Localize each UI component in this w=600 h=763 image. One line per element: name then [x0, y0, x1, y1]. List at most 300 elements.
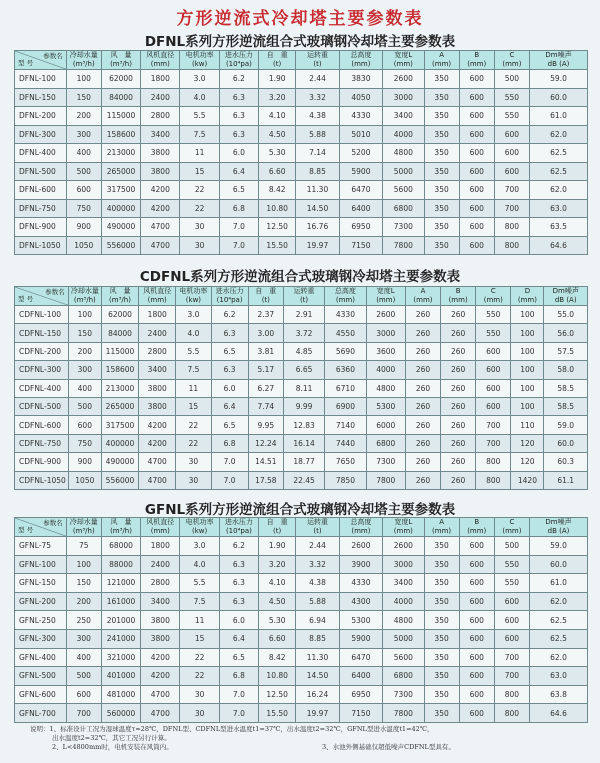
value-cell: 201000 [101, 611, 140, 630]
table-row [15, 416, 588, 434]
table-row [15, 306, 588, 324]
value-cell: 550 [494, 107, 529, 126]
header-top-label: 宽度L [376, 287, 395, 295]
model-cell: CDFNL-750 [15, 434, 69, 452]
value-cell: 6710 [325, 379, 366, 397]
value-cell: 550 [476, 324, 511, 342]
table-row [15, 648, 588, 667]
cdfnl-spec-table [14, 286, 588, 490]
column-header [176, 287, 211, 306]
value-cell: 350 [424, 181, 459, 200]
value-cell: 7.0 [219, 236, 258, 255]
header-unit-label: dB (A) [547, 527, 570, 535]
value-cell: 600 [459, 162, 494, 181]
value-cell: 6950 [339, 685, 382, 704]
value-cell: 2800 [141, 107, 180, 126]
value-cell: 6.3 [211, 324, 248, 342]
model-cell: DFNL-500 [15, 162, 67, 181]
value-cell: 12.83 [283, 416, 324, 434]
value-cell: 5.30 [259, 611, 296, 630]
value-cell: 6360 [325, 361, 366, 379]
value-cell: 3.32 [296, 88, 339, 107]
value-cell: 100 [68, 306, 101, 324]
value-cell: 260 [441, 361, 476, 379]
value-cell: 350 [424, 537, 459, 556]
value-cell: 600 [459, 181, 494, 200]
value-cell: 800 [494, 704, 529, 723]
value-cell: 115000 [101, 107, 140, 126]
header-top-label: B [474, 518, 480, 526]
value-cell: 400 [66, 144, 101, 163]
column-header [66, 518, 101, 537]
value-cell: 15.50 [259, 704, 296, 723]
header-unit-label: (mm) [147, 296, 167, 304]
table-row [15, 629, 588, 648]
value-cell: 62.0 [529, 125, 587, 144]
value-cell: 800 [494, 218, 529, 237]
value-cell: 350 [424, 629, 459, 648]
header-unit-label: (t) [273, 527, 282, 535]
table-row [15, 611, 588, 630]
notes [30, 725, 590, 752]
value-cell: 500 [494, 70, 529, 89]
header-top-label: 总高度 [350, 518, 372, 526]
value-cell: 550 [494, 555, 529, 574]
value-cell: 7.5 [180, 592, 219, 611]
table-row [15, 236, 588, 255]
column-header [494, 51, 529, 70]
value-cell: 11.30 [296, 648, 339, 667]
value-cell: 5900 [339, 162, 382, 181]
header-top-label: 风 量 [109, 287, 131, 295]
value-cell: 7.5 [176, 361, 211, 379]
value-cell: 15 [176, 397, 211, 415]
value-cell: 8.42 [259, 181, 296, 200]
value-cell: 5.88 [296, 125, 339, 144]
value-cell: 600 [459, 144, 494, 163]
value-cell: 600 [459, 70, 494, 89]
value-cell: 58.0 [544, 361, 588, 379]
value-cell: 61.0 [529, 574, 587, 593]
column-header [66, 51, 101, 70]
value-cell: 6.94 [296, 611, 339, 630]
header-top-label: A [439, 51, 444, 59]
column-header [511, 287, 544, 306]
header-top-label: 进水压力 [224, 518, 253, 526]
value-cell: 4.50 [259, 125, 296, 144]
table-row [15, 704, 588, 723]
value-cell: 7.14 [296, 144, 339, 163]
value-cell: 300 [66, 629, 101, 648]
value-cell: 11 [180, 144, 219, 163]
header-top-label: 总高度 [334, 287, 356, 295]
header-unit-label: dB (A) [547, 60, 570, 68]
value-cell: 100 [511, 397, 544, 415]
value-cell: 500 [66, 162, 101, 181]
model-cell: DFNL-400 [15, 144, 67, 163]
value-cell: 7800 [383, 704, 424, 723]
value-cell: 600 [494, 125, 529, 144]
value-cell: 60.0 [529, 88, 587, 107]
value-cell: 1800 [141, 537, 180, 556]
value-cell: 800 [476, 453, 511, 471]
header-unit-label: (kw) [185, 296, 202, 304]
value-cell: 62.0 [529, 592, 587, 611]
value-cell: 22 [180, 181, 219, 200]
value-cell: 2800 [141, 574, 180, 593]
value-cell: 600 [66, 181, 101, 200]
table-row [15, 574, 588, 593]
column-header [366, 287, 405, 306]
value-cell: 213000 [101, 379, 138, 397]
value-cell: 62.0 [529, 181, 587, 200]
value-cell: 600 [494, 144, 529, 163]
column-header [68, 287, 101, 306]
value-cell: 3400 [141, 592, 180, 611]
value-cell: 8.11 [283, 379, 324, 397]
model-cell: CDFNL-500 [15, 397, 69, 415]
table-row [15, 199, 588, 218]
header-unit-label: (mm) [517, 296, 537, 304]
value-cell: 150 [66, 574, 101, 593]
value-cell: 6.3 [219, 88, 258, 107]
value-cell: 600 [459, 704, 494, 723]
value-cell: 350 [424, 648, 459, 667]
value-cell: 7800 [383, 236, 424, 255]
header-unit-label: (mm) [502, 527, 522, 535]
value-cell: 100 [511, 361, 544, 379]
value-cell: 2600 [383, 537, 424, 556]
value-cell: 22 [180, 648, 219, 667]
value-cell: 4800 [366, 379, 405, 397]
value-cell: 350 [424, 218, 459, 237]
value-cell: 12.50 [259, 218, 296, 237]
header-top-label: B [455, 287, 461, 295]
value-cell: 100 [511, 306, 544, 324]
value-cell: 260 [405, 453, 440, 471]
value-cell: 7150 [339, 704, 382, 723]
value-cell: 30 [180, 704, 219, 723]
header-top-label: 宽度L [394, 518, 413, 526]
header-top-label: 电机功率 [185, 518, 214, 526]
value-cell: 7.0 [211, 453, 248, 471]
header-model-label: 型 号 [18, 59, 34, 67]
value-cell: 6.8 [211, 434, 248, 452]
value-cell: 7300 [366, 453, 405, 471]
value-cell: 6.5 [211, 416, 248, 434]
value-cell: 600 [459, 611, 494, 630]
value-cell: 4800 [383, 144, 424, 163]
value-cell: 800 [476, 471, 511, 489]
column-header [141, 51, 180, 70]
header-unit-label: (mm) [150, 60, 170, 68]
value-cell: 260 [405, 471, 440, 489]
value-cell: 600 [494, 592, 529, 611]
header-top-label: A [420, 287, 426, 295]
value-cell: 600 [459, 685, 494, 704]
value-cell: 5600 [383, 181, 424, 200]
value-cell: 7850 [325, 471, 366, 489]
header-model-label: 型 号 [18, 526, 34, 534]
value-cell: 556000 [101, 471, 138, 489]
model-cell: DFNL-100 [15, 70, 67, 89]
value-cell: 6.3 [219, 574, 258, 593]
value-cell: 84000 [101, 324, 138, 342]
header-unit-label: (m³/h) [110, 60, 132, 68]
table-row [15, 555, 588, 574]
value-cell: 6.27 [248, 379, 283, 397]
value-cell: 59.0 [529, 537, 587, 556]
value-cell: 350 [424, 144, 459, 163]
value-cell: 4200 [141, 181, 180, 200]
value-cell: 4300 [339, 592, 382, 611]
model-cell: GFNL-150 [15, 574, 67, 593]
value-cell: 56.0 [544, 324, 588, 342]
value-cell: 6.0 [211, 379, 248, 397]
value-cell: 600 [459, 667, 494, 686]
value-cell: 260 [441, 306, 476, 324]
value-cell: 11 [176, 379, 211, 397]
header-param-label: 参数名 [43, 52, 63, 60]
model-cell: DFNL-1050 [15, 236, 67, 255]
value-cell: 7150 [339, 236, 382, 255]
value-cell: 260 [441, 342, 476, 360]
value-cell: 2.37 [248, 306, 283, 324]
value-cell: 7800 [366, 471, 405, 489]
value-cell: 350 [424, 555, 459, 574]
value-cell: 4.0 [176, 324, 211, 342]
value-cell: 4700 [139, 453, 176, 471]
value-cell: 6.60 [259, 162, 296, 181]
value-cell: 1050 [68, 471, 101, 489]
value-cell: 350 [424, 611, 459, 630]
value-cell: 14.51 [248, 453, 283, 471]
table-row [15, 379, 588, 397]
value-cell: 350 [424, 236, 459, 255]
header-unit-label: (t) [261, 296, 270, 304]
value-cell: 88000 [101, 555, 140, 574]
value-cell: 260 [441, 453, 476, 471]
value-cell: 10.80 [259, 667, 296, 686]
value-cell: 6.60 [259, 629, 296, 648]
value-cell: 750 [66, 199, 101, 218]
value-cell: 12.24 [248, 434, 283, 452]
value-cell: 600 [68, 416, 101, 434]
value-cell: 260 [405, 379, 440, 397]
value-cell: 4330 [325, 306, 366, 324]
header-top-label: 冷却水量 [69, 518, 98, 526]
value-cell: 3800 [139, 379, 176, 397]
table-row [15, 181, 588, 200]
value-cell: 3800 [141, 162, 180, 181]
header-top-label: 风机直径 [146, 518, 175, 526]
value-cell: 7300 [383, 685, 424, 704]
model-cell: CDFNL-1050 [15, 471, 69, 489]
value-cell: 5690 [325, 342, 366, 360]
value-cell: 600 [476, 342, 511, 360]
value-cell: 400 [66, 648, 101, 667]
column-header [325, 287, 366, 306]
value-cell: 4000 [383, 592, 424, 611]
value-cell: 400000 [101, 199, 140, 218]
header-unit-label: (t) [273, 60, 282, 68]
gfnl-spec-table [14, 517, 588, 723]
value-cell: 317500 [101, 181, 140, 200]
value-cell: 62.5 [529, 629, 587, 648]
value-cell: 800 [494, 685, 529, 704]
value-cell: 1.90 [259, 70, 296, 89]
value-cell: 3.20 [259, 88, 296, 107]
value-cell: 500 [66, 667, 101, 686]
value-cell: 6.3 [219, 592, 258, 611]
header-unit-label: (mm) [393, 527, 413, 535]
header-param-label: 参数名 [45, 288, 65, 296]
header-unit-label: (kw) [191, 60, 208, 68]
value-cell: 260 [441, 324, 476, 342]
header-unit-label: (mm) [467, 527, 487, 535]
value-cell: 150 [68, 324, 101, 342]
value-cell: 1800 [141, 70, 180, 89]
value-cell: 260 [405, 397, 440, 415]
value-cell: 4.38 [296, 574, 339, 593]
header-top-label: 风 量 [110, 518, 132, 526]
column-header [494, 518, 529, 537]
table-row [15, 70, 588, 89]
value-cell: 4.0 [180, 555, 219, 574]
value-cell: 7440 [325, 434, 366, 452]
value-cell: 60.0 [529, 555, 587, 574]
value-cell: 321000 [101, 648, 140, 667]
value-cell: 350 [424, 125, 459, 144]
model-cell: DFNL-300 [15, 125, 67, 144]
value-cell: 3900 [339, 555, 382, 574]
note-1b: 出水温度t2=32℃，其它工况另行计算。 [52, 734, 171, 742]
value-cell: 68000 [101, 537, 140, 556]
header-top-label: Dm噪声 [545, 518, 572, 526]
value-cell: 250 [66, 611, 101, 630]
value-cell: 4330 [339, 574, 382, 593]
value-cell: 30 [176, 471, 211, 489]
header-unit-label: (mm) [413, 296, 433, 304]
table-row [15, 471, 588, 489]
header-unit-label: (mm) [467, 60, 487, 68]
column-header [296, 518, 339, 537]
table-row [15, 107, 588, 126]
column-header [180, 518, 219, 537]
value-cell: 4700 [141, 218, 180, 237]
column-header [248, 287, 283, 306]
value-cell: 600 [459, 537, 494, 556]
column-header [383, 518, 424, 537]
value-cell: 3400 [141, 125, 180, 144]
value-cell: 2400 [141, 555, 180, 574]
value-cell: 1050 [66, 236, 101, 255]
table-row [15, 342, 588, 360]
column-header [383, 51, 424, 70]
value-cell: 16.76 [296, 218, 339, 237]
value-cell: 63.0 [529, 667, 587, 686]
value-cell: 6.3 [219, 107, 258, 126]
header-unit-label: (t) [313, 60, 322, 68]
value-cell: 6800 [383, 199, 424, 218]
value-cell: 5.30 [259, 144, 296, 163]
value-cell: 556000 [101, 236, 140, 255]
value-cell: 500 [494, 537, 529, 556]
column-header [296, 51, 339, 70]
value-cell: 3000 [366, 324, 405, 342]
value-cell: 22 [176, 416, 211, 434]
value-cell: 60.0 [544, 434, 588, 452]
value-cell: 2400 [139, 324, 176, 342]
model-cell: DFNL-900 [15, 218, 67, 237]
value-cell: 12.50 [259, 685, 296, 704]
header-row [15, 287, 588, 306]
table-row [15, 324, 588, 342]
value-cell: 260 [405, 416, 440, 434]
value-cell: 100 [511, 342, 544, 360]
table-row [15, 453, 588, 471]
value-cell: 64.6 [529, 704, 587, 723]
header-unit-label: (m³/h) [73, 296, 96, 304]
value-cell: 350 [424, 199, 459, 218]
value-cell: 61.0 [529, 107, 587, 126]
value-cell: 6.5 [219, 181, 258, 200]
value-cell: 3800 [141, 144, 180, 163]
header-unit-label: (m³/h) [72, 60, 95, 68]
value-cell: 18.77 [283, 453, 324, 471]
value-cell: 4700 [141, 685, 180, 704]
header-unit-label: (t) [299, 296, 309, 304]
value-cell: 3.81 [248, 342, 283, 360]
value-cell: 2.44 [296, 537, 339, 556]
value-cell: 7.74 [248, 397, 283, 415]
note-2: 2、L<4800mm时，电机安装在风筒内。 [52, 743, 173, 751]
model-cell: GFNL-250 [15, 611, 67, 630]
table-row [15, 218, 588, 237]
header-unit-label: (kw) [191, 527, 208, 535]
value-cell: 4.0 [180, 88, 219, 107]
value-cell: 7650 [325, 453, 366, 471]
model-cell: CDFNL-150 [15, 324, 69, 342]
value-cell: 600 [459, 629, 494, 648]
model-cell: DFNL-150 [15, 88, 67, 107]
value-cell: 260 [405, 324, 440, 342]
value-cell: 64.6 [529, 236, 587, 255]
value-cell: 58.5 [544, 379, 588, 397]
value-cell: 7.0 [219, 685, 258, 704]
value-cell: 400000 [101, 434, 138, 452]
value-cell: 6.2 [219, 537, 258, 556]
value-cell: 158600 [101, 125, 140, 144]
value-cell: 30 [176, 453, 211, 471]
value-cell: 350 [424, 162, 459, 181]
value-cell: 22 [180, 667, 219, 686]
value-cell: 213000 [101, 144, 140, 163]
table-row [15, 537, 588, 556]
value-cell: 260 [405, 342, 440, 360]
value-cell: 600 [459, 199, 494, 218]
value-cell: 11 [180, 611, 219, 630]
value-cell: 3000 [383, 88, 424, 107]
value-cell: 5.5 [180, 574, 219, 593]
value-cell: 121000 [101, 574, 140, 593]
value-cell: 6.8 [219, 667, 258, 686]
value-cell: 3.00 [248, 324, 283, 342]
model-cell: DFNL-750 [15, 199, 67, 218]
model-cell: CDFNL-100 [15, 306, 69, 324]
table-row [15, 361, 588, 379]
header-unit-label: (mm) [376, 296, 396, 304]
